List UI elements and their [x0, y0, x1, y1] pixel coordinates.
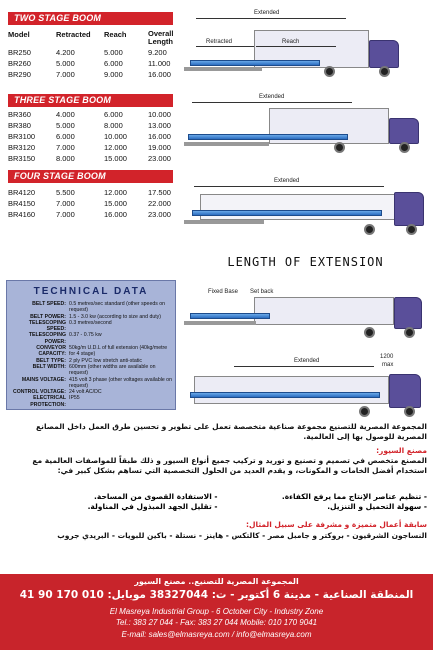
- footer: [0, 574, 433, 650]
- label-extended: Extended: [274, 178, 300, 184]
- benefit-item: - سهولة التحميل و التنزيل.: [327, 502, 427, 511]
- conveyor-boom: [192, 210, 382, 216]
- truck-cab: [389, 374, 421, 408]
- section-title-four-stage: FOUR STAGE BOOM: [8, 170, 173, 183]
- cell-overall: 17.500: [148, 188, 171, 197]
- table-row: [8, 143, 183, 154]
- cell-model: BR250: [8, 48, 31, 57]
- benefit-item: - الاستفادة القصوى من المساحة.: [94, 492, 218, 501]
- cell-reach: 8.000: [104, 121, 123, 130]
- dim-line-retracted: [196, 46, 254, 47]
- table-row: [8, 132, 183, 143]
- dim-line-extended: [196, 18, 346, 19]
- label-height: 1200: [380, 354, 394, 360]
- cell-model: BR290: [8, 70, 31, 79]
- conveyor-base: [184, 220, 264, 224]
- truck-cab: [369, 40, 399, 68]
- tech-data-value: 0.37 - 0.75 kw: [69, 332, 102, 339]
- label-extended: Extended: [294, 358, 320, 364]
- truck-cab: [394, 297, 422, 329]
- table-row: [8, 154, 183, 165]
- cell-retracted: 5.000: [56, 121, 75, 130]
- diagram-extended-height: [184, 352, 427, 422]
- tech-data-value: 2 ply PVC low stretch anti-static: [69, 357, 142, 364]
- benefit-item: - تقليل الجهد المبذول في المناولة.: [87, 502, 218, 511]
- tech-data-key: TELESCOPING SPEED:: [28, 319, 66, 333]
- tech-data-value: 0.3 metres/second: [69, 319, 112, 326]
- dim-line-extended: [192, 102, 352, 103]
- cell-reach: 6.000: [104, 110, 123, 119]
- cell-retracted: 5.500: [56, 188, 75, 197]
- conveyor-base: [184, 67, 262, 71]
- tech-data-value: 415 volt 3 phase (other voltages available on request): [69, 376, 172, 389]
- table-row: [8, 110, 183, 121]
- cell-model: BR3120: [8, 143, 36, 152]
- cell-model: BR4150: [8, 199, 36, 208]
- factory-text: المصنع متخصص في تصميم و تصنيع و توريد و تركيب جميع أنواع السيور و ذلك طبقاً للمواصفات العالمية مع استخدام أفضل الخامات و المكونات، و يقدم العديد من الحلول التخصصية التي تساهم بشكل كبير في:: [32, 456, 427, 475]
- cell-overall: 19.000: [148, 143, 171, 152]
- cell-overall: 22.000: [148, 199, 171, 208]
- intro-text: المجموعة المصرية للتصنيع مجموعة صناعية متخصصة تعمل على تطوير و تحسين طرق العمل داخل المصانع المصرية للوصول بها إلى العالمية.: [36, 422, 427, 441]
- table-row: [8, 121, 183, 132]
- diagram-two-stage: [184, 10, 427, 90]
- tech-data-key: ELECTRICAL PROTECTION:: [30, 395, 66, 408]
- tech-data-key: BELT SPEED:: [32, 301, 66, 307]
- cell-overall: 13.000: [148, 121, 171, 130]
- cell-retracted: 7.000: [56, 70, 75, 79]
- cell-reach: 5.000: [104, 48, 123, 57]
- cell-retracted: 4.200: [56, 48, 75, 57]
- cell-overall: 10.000: [148, 110, 171, 119]
- factory-heading: مصنع السيور:: [376, 446, 427, 455]
- wheel: [404, 327, 415, 338]
- cell-model: BR3150: [8, 154, 36, 163]
- cell-retracted: 4.000: [56, 110, 75, 119]
- length-of-extension-title: LENGTH OF EXTENSION: [227, 255, 384, 269]
- benefits-right-col: [218, 492, 428, 512]
- cell-overall: 16.000: [148, 70, 171, 79]
- diagram-four-stage: [184, 172, 427, 247]
- tech-data-key: BELT TYPE:: [36, 357, 66, 364]
- cell-reach: 12.000: [104, 143, 127, 152]
- cell-model: BR3100: [8, 132, 36, 141]
- cell-overall: 9.200: [148, 48, 167, 57]
- tech-data-key: BELT POWER:: [30, 313, 66, 320]
- col-overall-length: Overall Length: [148, 29, 174, 46]
- cell-overall: 16.000: [148, 132, 171, 141]
- label-set-back: Set back: [250, 289, 274, 295]
- cell-reach: 9.000: [104, 70, 123, 79]
- tech-data-value: IP55: [69, 395, 80, 402]
- label-reach: Reach: [282, 39, 300, 45]
- wheel: [364, 224, 375, 235]
- conveyor-boom: [190, 392, 380, 398]
- benefit-item: - تنظيم عناصر الإنتاج مما يرفع الكفاءة.: [281, 492, 427, 501]
- tech-data-key: BELT WIDTH:: [32, 363, 66, 370]
- wheel: [359, 406, 370, 417]
- cell-reach: 6.000: [104, 59, 123, 68]
- cell-retracted: 7.000: [56, 210, 75, 219]
- footer-english-address: El Masreya Industrial Group - 6 October City - Industry Zone: [109, 607, 324, 616]
- label-extended: Extended: [254, 10, 280, 16]
- table-row: [8, 70, 183, 81]
- footer-arabic-address: المنطقة الصناعية - مدينة 6 أكتوبر - ت: 38327044 موبايل: 010 170 90 41: [19, 589, 414, 601]
- works-text: النساجون الشرقيون - بروكتر و جامبل مصر - كالتكس - هاينز - نستلة - باكين للبويات - البريدي جروب: [57, 531, 427, 540]
- section-title-two-stage: TWO STAGE BOOM: [8, 12, 173, 25]
- section-title-three-stage: THREE STAGE BOOM: [8, 94, 173, 107]
- cell-model: BR260: [8, 59, 31, 68]
- diagram-set-back: [184, 285, 427, 343]
- label-retracted: Retracted: [206, 39, 233, 45]
- tech-data-value: 1.5 - 3.0 kw (according to size and duty): [69, 313, 161, 320]
- table-row: [8, 199, 183, 210]
- footer-company-name: المجموعة المصرية للتصنيع.. مصنع السيور: [134, 577, 299, 586]
- cell-reach: 12.000: [104, 188, 127, 197]
- dim-line-extended: [194, 186, 384, 187]
- wheel: [379, 66, 390, 77]
- spec-table-three-stage: [8, 110, 183, 165]
- label-fixed-base: Fixed Base: [208, 289, 239, 295]
- table-row: [8, 48, 183, 59]
- benefits-left-col: [8, 492, 218, 512]
- tech-data-row: [9, 301, 173, 314]
- cell-model: BR360: [8, 110, 31, 119]
- cell-retracted: 8.000: [56, 154, 75, 163]
- tech-data-row: [9, 377, 173, 390]
- benefits-list: [8, 492, 427, 512]
- conveyor-boom: [190, 60, 320, 66]
- table-header: [8, 30, 183, 48]
- col-model: Model: [8, 30, 30, 39]
- trailer-body: [194, 376, 389, 404]
- dim-line-extended: [234, 366, 374, 367]
- cell-retracted: 6.000: [56, 132, 75, 141]
- wheel: [406, 224, 417, 235]
- cell-reach: 16.000: [104, 210, 127, 219]
- dim-line-reach: [256, 46, 336, 47]
- wheel: [334, 142, 345, 153]
- conveyor-boom: [190, 313, 270, 319]
- wheel: [324, 66, 335, 77]
- spec-table-four-stage: [8, 188, 183, 221]
- col-reach: Reach: [104, 30, 127, 39]
- table-row: [8, 59, 183, 70]
- tech-data-key: TELESCOPING POWER:: [28, 332, 66, 345]
- wheel: [364, 327, 375, 338]
- label-max: max: [382, 362, 394, 368]
- table-row: [8, 188, 183, 199]
- tech-data-value: 50kg/m U.D.L of full extension (40kg/metre for 4 stage): [69, 345, 168, 358]
- conveyor-boom: [188, 134, 348, 140]
- cell-reach: 15.000: [104, 154, 127, 163]
- technical-data-panel: [6, 280, 176, 410]
- cell-overall: 23.000: [148, 154, 171, 163]
- tech-data-row: [9, 364, 173, 377]
- tech-data-value: 600mm (other widths are available on request): [69, 363, 156, 377]
- tech-data-value: 0.5 metres/sec standard (other speeds on request): [69, 301, 166, 314]
- label-extended: Extended: [259, 94, 285, 100]
- cell-model: BR4160: [8, 210, 36, 219]
- works-heading: سابقة أعمال متميزة و مشرفة على سبيل المثال:: [246, 520, 427, 529]
- cell-reach: 10.000: [104, 132, 127, 141]
- technical-data-list: [9, 301, 173, 408]
- tech-data-key: CONTROL VOLTAGE:: [12, 389, 66, 396]
- tech-data-row: [9, 332, 173, 345]
- truck-cab: [389, 118, 419, 144]
- cell-reach: 15.000: [104, 199, 127, 208]
- wheel: [404, 406, 415, 417]
- truck-cab: [394, 192, 424, 226]
- footer-email[interactable]: E-mail: sales@elmasreya.com / info@elmasreya.com: [121, 630, 312, 639]
- cell-model: BR4120: [8, 188, 36, 197]
- tech-data-key: MAINS VOLTAGE:: [21, 376, 66, 383]
- cell-overall: 23.000: [148, 210, 171, 219]
- technical-data-title: TECHNICAL DATA: [33, 286, 149, 297]
- cell-retracted: 7.000: [56, 199, 75, 208]
- cell-retracted: 7.000: [56, 143, 75, 152]
- tech-data-value: 24 volt AC/DC: [69, 389, 102, 396]
- wheel: [399, 142, 410, 153]
- conveyor-base: [184, 142, 269, 146]
- trailer-body: [254, 297, 394, 325]
- spec-table-two-stage: [8, 30, 183, 81]
- tech-data-row: [9, 395, 173, 408]
- table-row: [8, 210, 183, 221]
- diagram-three-stage: [184, 94, 427, 166]
- tech-data-key: CONVEYOR CAPACITY:: [36, 345, 66, 358]
- footer-phone: Tel.: 383 27 044 - Fax: 383 27 044 Mobile: 010 170 9041: [115, 618, 318, 627]
- tech-data-row: [9, 345, 173, 358]
- conveyor-base: [184, 321, 256, 325]
- col-retracted: Retracted: [56, 30, 91, 39]
- trailer-body: [200, 194, 396, 220]
- cell-overall: 11.000: [148, 59, 171, 68]
- tech-data-row: [9, 320, 173, 333]
- cell-retracted: 5.000: [56, 59, 75, 68]
- cell-model: BR380: [8, 121, 31, 130]
